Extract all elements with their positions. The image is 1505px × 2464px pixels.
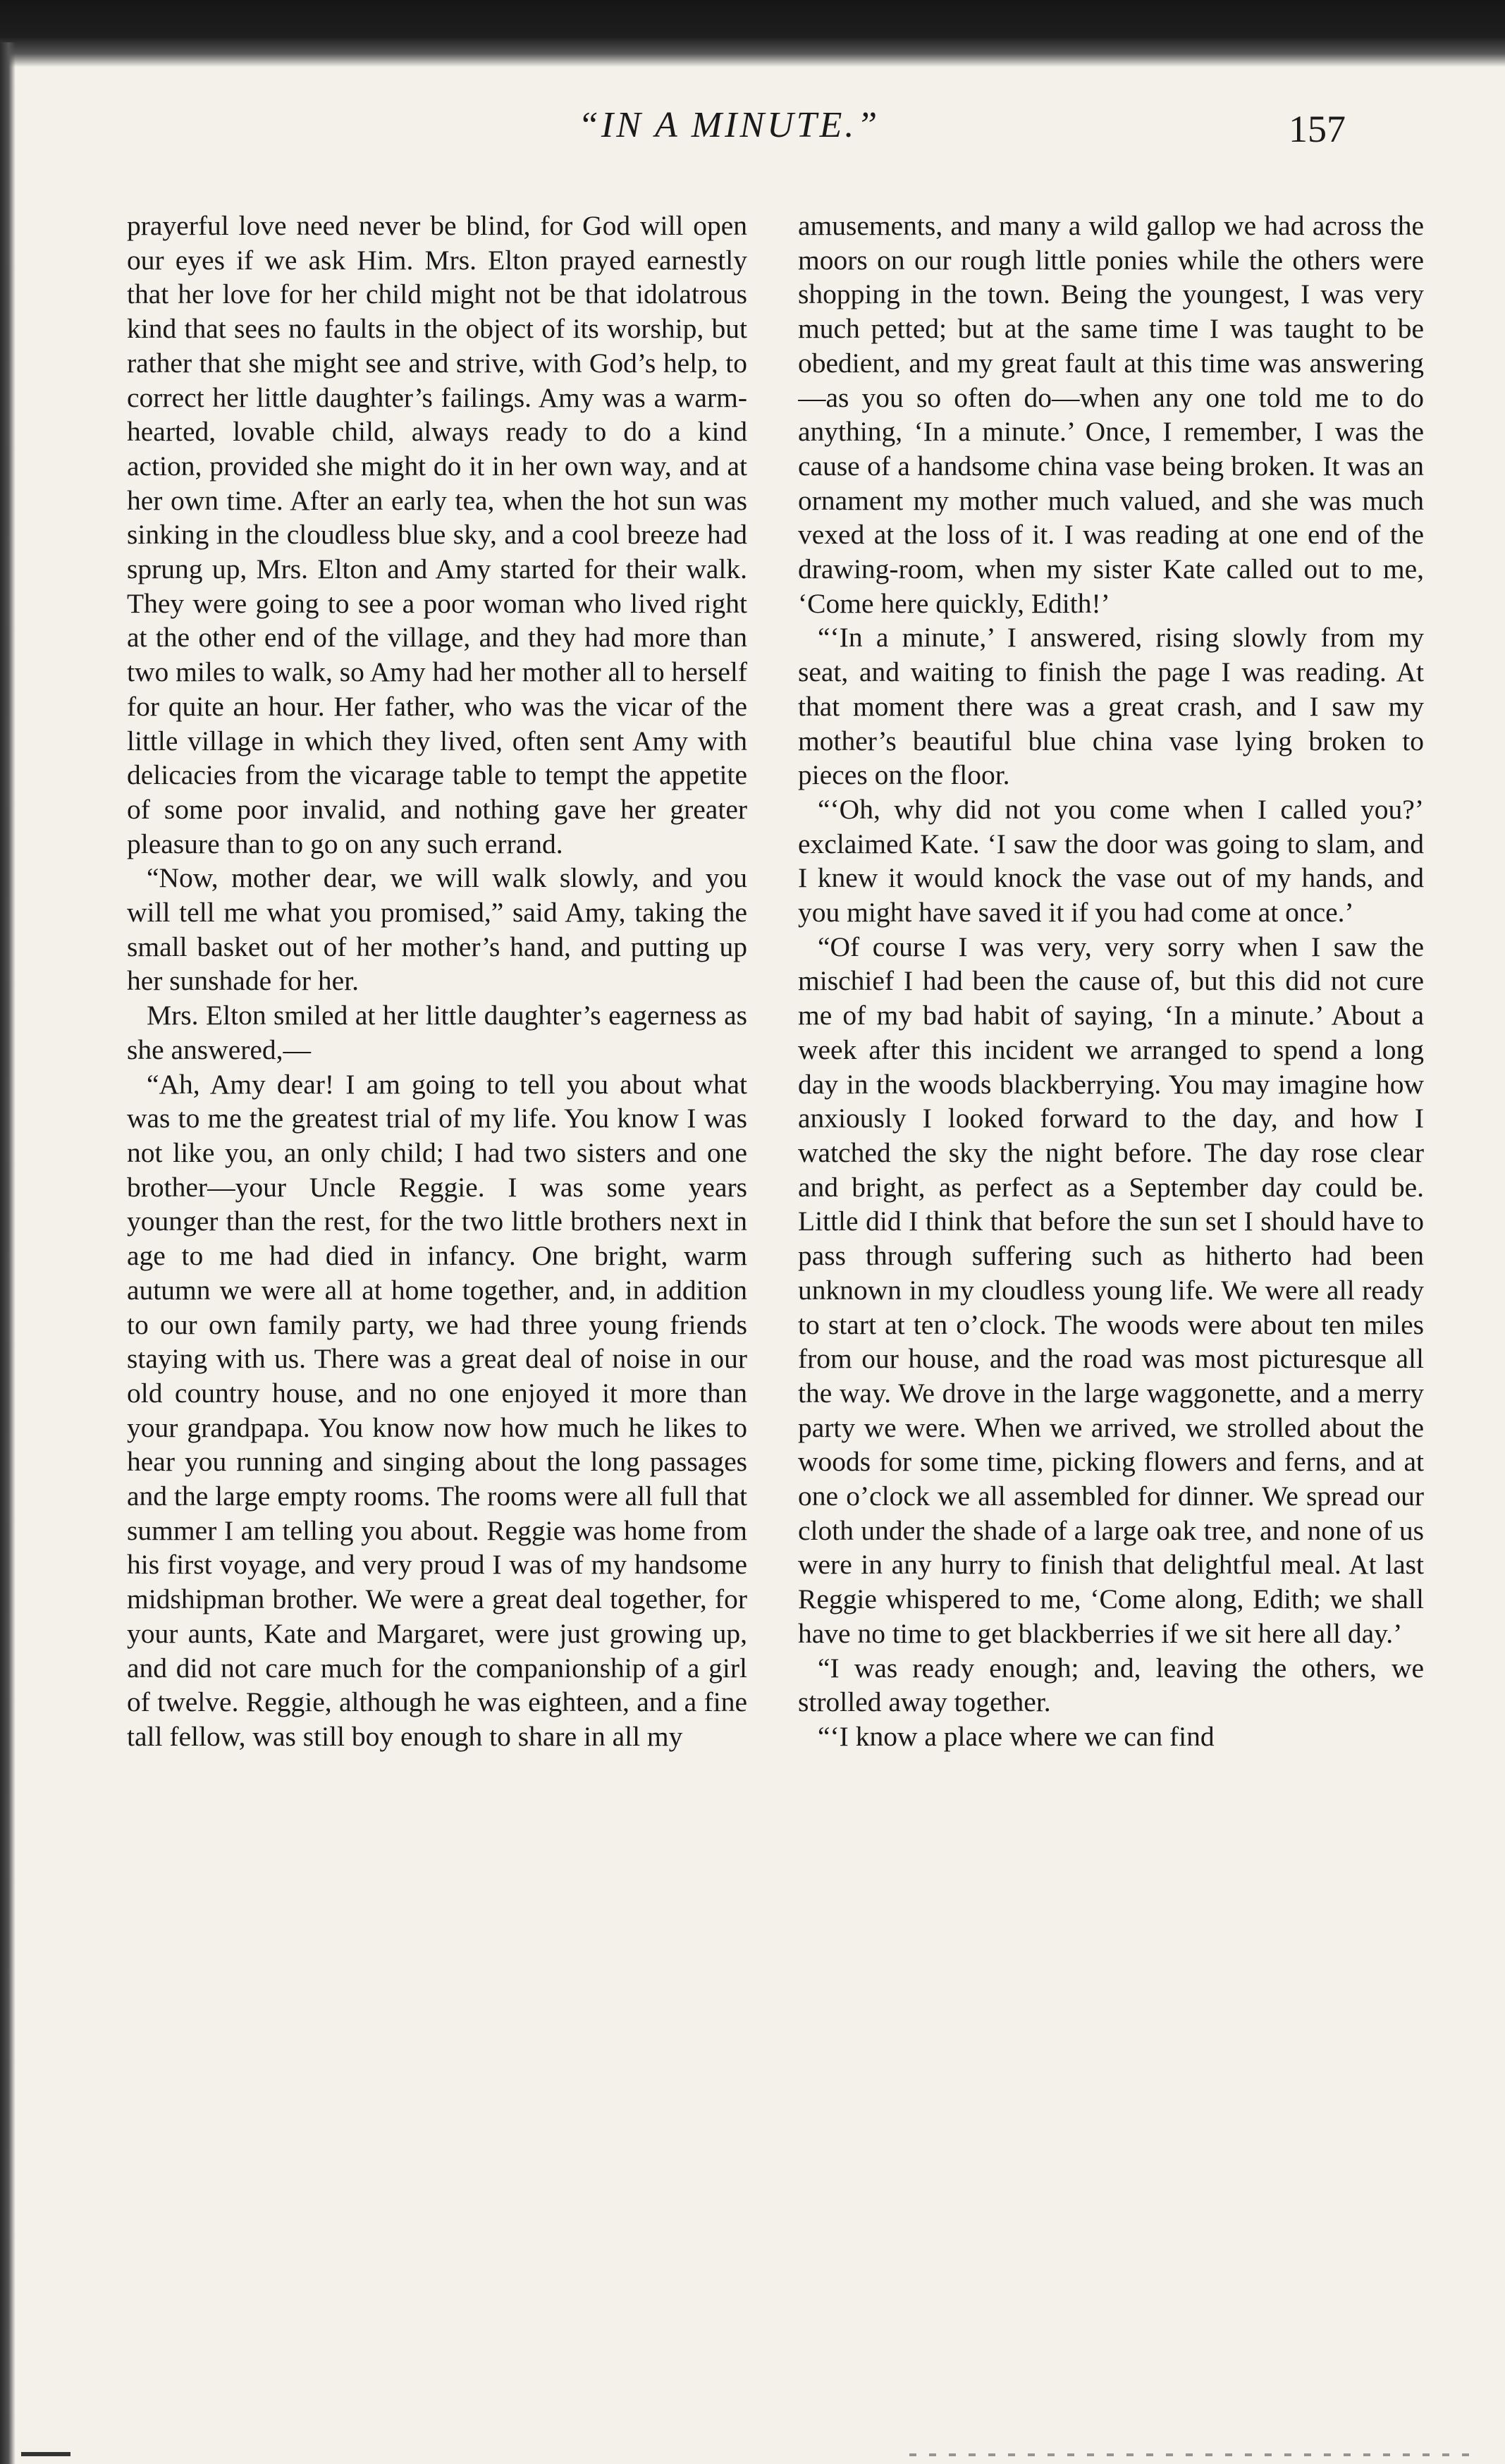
paragraph: “Ah, Amy dear! I am going to tell you about what was to me the greatest trial of my life. You know I was not like you, an only child; I had two sisters and one brother—your Uncle Reggie. I was some years younger than the rest, for the two little brothers next in age to me had died in infancy. One bright, warm autumn we were all at home together, and, in addition to our own family party, we had three young friends staying with us. There was a great deal of noise in our old country house, and no one enjoyed it more than your grandpapa. You know now how much he likes to hear you running and singing about the long passages and the large empty rooms. The rooms were all full that summer I am telling you about. Reggie was home from his first voyage, and very proud I was of my handsome midshipman brother. We were a great deal together, for your aunts, Kate and Margaret, were just growing up, and did not care much for the companionship of a girl of twelve. Reggie, although he was eighteen, and a fine tall fellow, was still boy enough to share in all my bbox=[127, 1068, 747, 1752]
text-column-left bbox=[127, 209, 747, 2408]
paragraph: prayerful love need never be blind, for God will open our eyes if we ask Him. Mrs. Elton prayed earnestly that her love for her child might not be that idolatrous kind that sees no faults in the object of its worship, but rather that she might see and strive, with God’s help, to correct her little daughter’s failings. Amy was a warm-hearted, lovable child, always ready to do a kind action, provided she might do it in her own way, and at her own time. After an early tea, when the hot sun was sinking in the cloudless blue sky, and a cool breeze had sprung up, Mrs. Elton and Amy started for their walk. They were going to see a poor woman who lived right at the other end of the village, and they had more than two miles to walk, so Amy had her mother all to herself for quite an hour. Her father, who was the vicar of the little village in which they lived, often sent Amy with delicacies from the vicarage table to tempt the appetite of some poor invalid, and nothing gave her greater pleasure than to go on any such errand. bbox=[127, 210, 747, 859]
text-column-right bbox=[798, 209, 1424, 2408]
page-number: 157 bbox=[1289, 108, 1346, 150]
running-title: “IN A MINUTE.” bbox=[578, 105, 880, 145]
paragraph: “‘I know a place where we can find bbox=[818, 1720, 1215, 1752]
bottom-edge-specks bbox=[909, 2453, 1473, 2456]
binding-spine-shadow bbox=[0, 42, 16, 2464]
paragraph: amusements, and many a wild gallop we had across the moors on our rough little ponies while the others were shopping in the town. Being the youngest, I was very much petted; but at the same time I was taught to be obedient, and my great fault at this time was answering—as you so often do—when any one told me to do anything, ‘In a minute.’ Once, I remember, I was the cause of a handsome china vase being broken. It was an ornament my mother much valued, and she was much vexed at the loss of it. I was reading at one end of the drawing-room, when my sister Kate called out to me, ‘Come here quickly, Edith!’ bbox=[798, 210, 1424, 619]
paragraph: “I was ready enough; and, leaving the others, we strolled away together. bbox=[798, 1652, 1424, 1718]
paragraph: Mrs. Elton smiled at her little daughter’s eagerness as she answered,— bbox=[127, 1000, 747, 1065]
paragraph: “Now, mother dear, we will walk slowly, and you will tell me what you promised,” said Amy, taking the small basket out of her mother’s hand, and putting up her sunshade for her. bbox=[127, 862, 747, 997]
paragraph: “‘Oh, why did not you come when I called you?’ exclaimed Kate. ‘I saw the door was going to slam, and I knew it would knock the vase out of my hands, and you might have saved it if you had come at once.’ bbox=[798, 793, 1424, 928]
paragraph: “Of course I was very, very sorry when I saw the mischief I had been the cause of, but this did not cure me of my bad habit of saying, ‘In a minute.’ About a week after this incident we arranged to spend a long day in the woods blackberrying. You may imagine how anxiously I looked forward to the day, and how I watched the sky the night before. The day rose clear and bright, as perfect as a September day could be. Little did I think that before the sun set I should have to pass through suffering such as hitherto had been unknown in my cloudless young life. We were all ready to start at ten o’clock. The woods were about ten miles from our house, and the road was most picturesque all the way. We drove in the large waggonette, and a merry party we were. When we arrived, we strolled about the woods for some time, picking flowers and ferns, and at one o’clock we all assembled for dinner. We spread our cloth under the shade of a large oak tree, and none of us were in any hurry to finish that delightful meal. At last Reggie whispered to me, ‘Come along, Edith; we shall have no time to get blackberries if we sit here all day.’ bbox=[798, 931, 1424, 1649]
paragraph: “‘In a minute,’ I answered, rising slowly from my seat, and waiting to finish the page I was reading. At that moment there was a great crash, and I saw my mother’s beautiful blue china vase lying broken to pieces on the floor. bbox=[798, 622, 1424, 791]
top-page-border bbox=[0, 0, 1505, 67]
running-header bbox=[0, 104, 1505, 161]
bottom-edge-mark bbox=[21, 2452, 70, 2456]
